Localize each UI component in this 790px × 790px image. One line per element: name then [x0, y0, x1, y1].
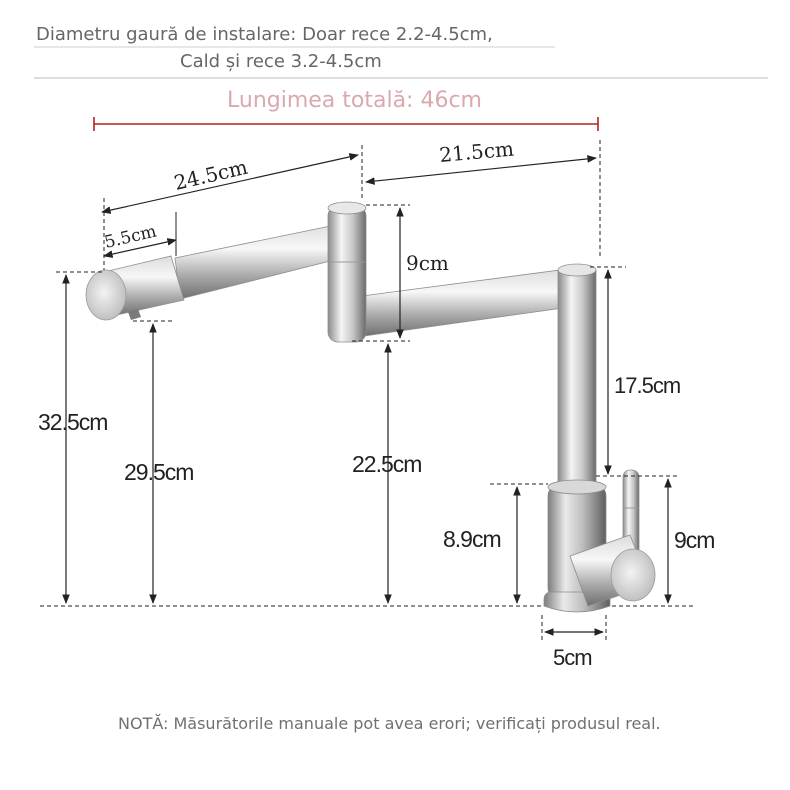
dim-joint-bottom-height-label: 22.5cm: [352, 451, 422, 477]
dim-joint-height-label: 9cm: [406, 251, 449, 275]
swivel-joint: [328, 206, 366, 342]
dim-spout-neck-label: 17.5cm: [614, 373, 681, 398]
handle-cap: [611, 549, 655, 601]
lower-arm: [362, 268, 577, 336]
note-text: NOTĂ: Măsurătorile manuale pot avea erori; verificați produsul real.: [118, 714, 661, 733]
dim-handle-height-label: 9cm: [674, 527, 715, 553]
dim-lower-arm-label: 21.5cm: [438, 136, 515, 167]
dim-nozzle-label: 5.5cm: [102, 221, 159, 253]
total-length-line: [94, 117, 598, 131]
spout-neck: [558, 270, 596, 494]
total-length-label: Lungimea totală: 46cm: [227, 88, 482, 113]
dim-upper-arm-label: 24.5cm: [171, 154, 250, 195]
faucet-drawing: [86, 202, 655, 612]
upper-arm: [175, 222, 354, 299]
dim-base-width-label: 5cm: [553, 645, 592, 670]
nozzle-cap: [86, 270, 126, 320]
header-line-1: Diametru gaură de instalare: Doar rece 2.2-4.5cm,: [36, 24, 493, 45]
dim-total-height-label: 32.5cm: [38, 409, 108, 435]
header-line-2: Cald și rece 3.2-4.5cm: [180, 51, 382, 72]
dim-body-height-label: 8.9cm: [443, 526, 501, 552]
dim-nozzle-height-label: 29.5cm: [124, 459, 194, 485]
